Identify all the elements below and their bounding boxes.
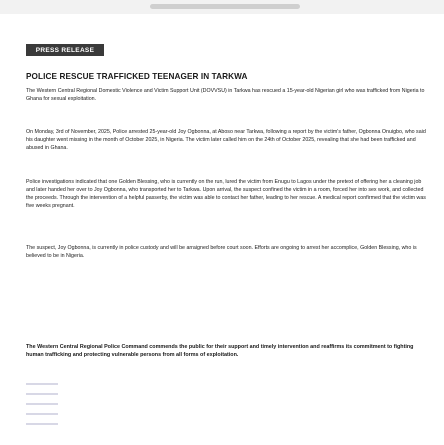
paragraph-3: Police investigations indicated that one Golden Blessing, who is currently on the run, lured the victim from Enugu to Lagos under the pretext of offering her a cleaning job and later handed her over to Joy Ogbonna, who transported her to Tarkwa. Upon arrival, the suspect confined the victim in a room, forced her into sex work, and collected the proceeds. Through the intervention of a helpful passerby, the victim was able to contact her father, leading to her rescue. A medical report confirmed that the victim was five weeks pregnant. <box>26 179 426 210</box>
header-logo-blur <box>150 4 300 9</box>
footer-rule <box>26 393 58 395</box>
footer-rule <box>26 423 58 425</box>
paragraph-2: On Monday, 3rd of November, 2025, Police arrested 25-year-old Joy Ogbonna, at Aboso near Tarkwa, following a report by the victim's father, Ogbonna Onuigbo, who said his daughter went missing in the month of October 2025, in Nigeria. The victim later called him on the 24th of October 2025, revealing that she had been trafficked and abused in Ghana. <box>26 129 426 152</box>
paragraph-4: The suspect, Joy Ogbonna, is currently in police custody and will be arraigned before court soon. Efforts are ongoing to arrest her accomplice, Golden Blessing, who is believed to be in Nigeria. <box>26 245 417 260</box>
footer-rule <box>26 403 58 405</box>
footer-rule <box>26 383 58 385</box>
top-header-strip <box>0 0 444 14</box>
footer-rule <box>26 413 58 415</box>
headline: POLICE RESCUE TRAFFICKED TEENAGER IN TARKWA <box>26 72 248 81</box>
paragraph-5-closing: The Western Central Regional Police Command commends the public for their support and timely intervention and reaffirms its commitment to fighting human trafficking and protecting vulnerable persons from all forms of exploitation. <box>26 344 414 359</box>
paragraph-1: The Western Central Regional Domestic Violence and Victim Support Unit (DOVVSU) in Tarkwa has rescued a 15-year-old Nigerian girl who was trafficked from Nigeria to Ghana for sexual exploitation. <box>26 88 425 103</box>
press-release-badge: PRESS RELEASE <box>26 44 104 56</box>
